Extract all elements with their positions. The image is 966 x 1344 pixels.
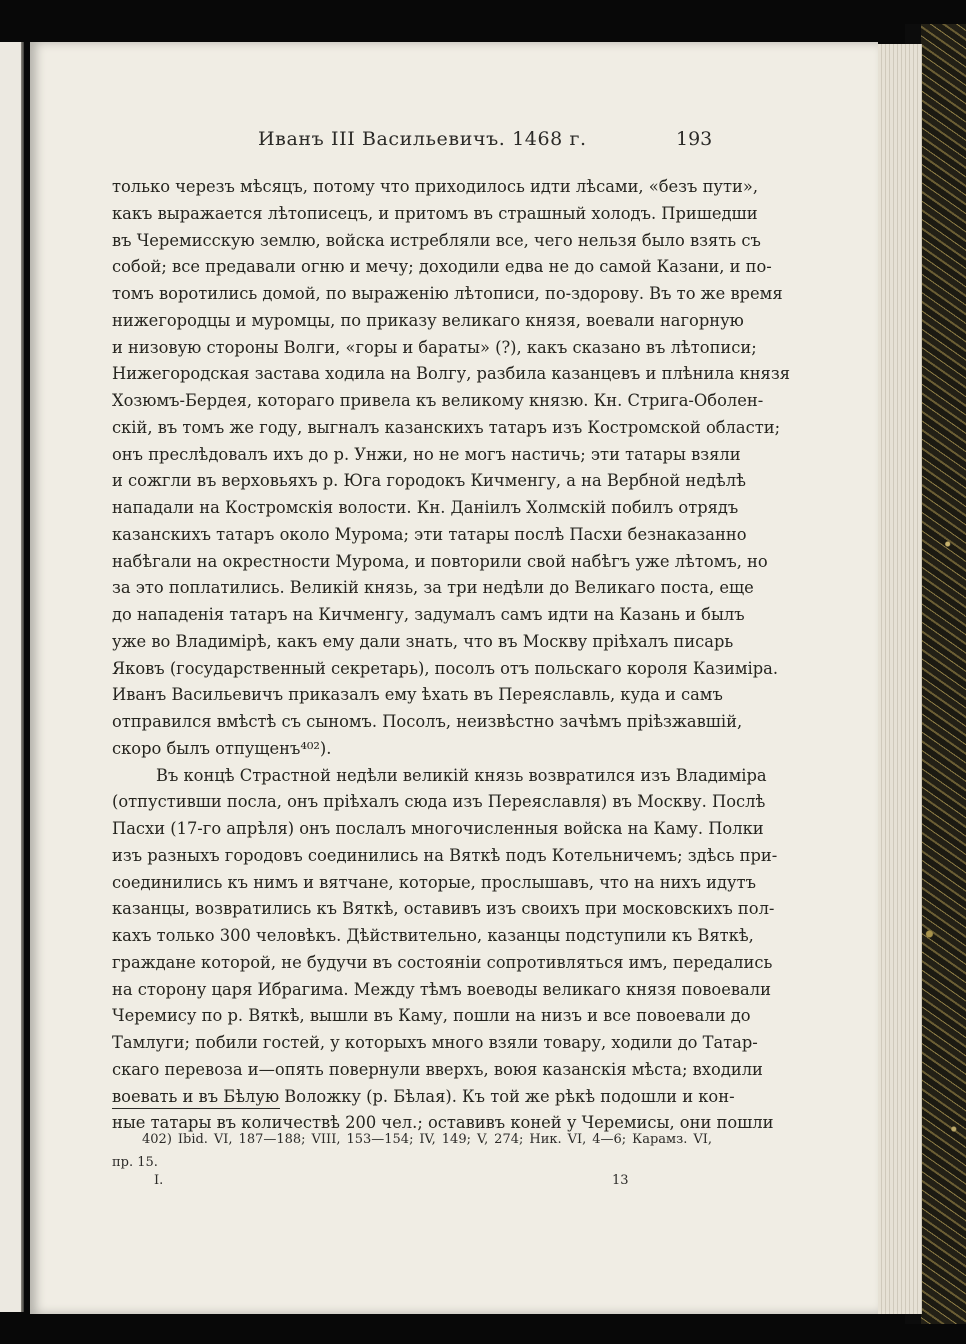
text-line: воевать и въ Бѣлую Воложку (р. Бѣлая). Къ той же рѣкѣ подошли и кон- — [112, 1086, 735, 1106]
text-line: Нижегородская застава ходила на Волгу, разбила казанцевъ и плѣнила князя — [112, 364, 790, 384]
text-line: онъ преслѣдовалъ ихъ до р. Унжи, но не могъ настичь; эти татары взяли — [112, 444, 741, 464]
text-line: кахъ только 300 человѣкъ. Дѣйствительно, казанцы подступили къ Вяткѣ, — [112, 926, 754, 945]
text-line: и низовую стороны Волги, «горы и бараты» (?), какъ сказано въ лѣтописи; — [112, 337, 757, 357]
signature-mark: I. — [154, 1173, 164, 1188]
body-text — [112, 174, 790, 1137]
text-line: скоро былъ отпущенъ⁴⁰²). — [112, 738, 332, 758]
sheet-number: 13 — [612, 1173, 629, 1188]
text-line: скаго перевоза и—опять повернули вверхъ, воюя казанскія мѣста; входили — [112, 1059, 763, 1079]
text-line: собой; все предавали огню и мечу; доходили едва не до самой Казани, и по- — [112, 257, 772, 277]
text-line: нижегородцы и муромцы, по приказу великаго князя, воевали нагорную — [112, 310, 744, 330]
facing-page-edge — [0, 42, 24, 1312]
text-line: за это поплатились. Великій князь, за три недѣли до Великаго поста, еще — [112, 578, 754, 598]
text-line: казанскихъ татаръ около Мурома; эти татары послѣ Пасхи безнаказанно — [112, 524, 747, 544]
text-line: Тамлуги; побили гостей, у которыхъ много взяли товару, ходили до Татар- — [112, 1033, 758, 1052]
footnote — [112, 1128, 712, 1174]
text-line: Иванъ Васильевичъ приказалъ ему ѣхать въ Переяславль, куда и самъ — [112, 685, 723, 705]
text-line: ные татары въ количествѣ 200 чел.; оставивъ коней у Черемисы, они пошли — [112, 1113, 774, 1133]
text-line: Въ концѣ Страстной недѣли великій князь возвратился изъ Владиміра — [156, 765, 767, 785]
text-line: какъ выражается лѣтописецъ, и притомъ въ страшный холодъ. Пришедши — [112, 203, 758, 223]
text-line: до нападенія татаръ на Кичменгу, задумалъ самъ идти на Казань и былъ — [112, 605, 745, 624]
text-line: соединились къ нимъ и вятчане, которые, прослышавъ, что на нихъ идутъ — [112, 872, 756, 892]
text-line: на сторону царя Ибрагима. Между тѣмъ воеводы великаго князя повоевали — [112, 979, 771, 999]
text-line: казанцы, возвратились къ Вяткѣ, оставивъ изъ своихъ при московскихъ пол- — [112, 899, 775, 919]
page-number: 193 — [676, 128, 713, 150]
text-line: отправился вмѣстѣ съ сыномъ. Посолъ, неизвѣстно зачѣмъ пріѣзжавшій, — [112, 712, 743, 731]
text-line: томъ воротились домой, по выраженію лѣтописи, по-здорову. Въ то же время — [112, 284, 783, 303]
text-line: и сожгли въ верховьяхъ р. Юга городокъ Кичменгу, а на Вербной недѣлѣ — [112, 471, 746, 491]
text-line: Хозюмъ-Бердея, котораго привела къ великому князю. Кн. Стрига-Оболен- — [112, 391, 764, 410]
text-line: набѣгали на окрестности Мурома, и повторили свой набѣгъ уже лѣтомъ, но — [112, 551, 768, 571]
footnote-line: пр. 15. — [112, 1155, 158, 1170]
text-line: въ Черемисскую землю, войска истребляли все, чего нельзя было взять съ — [112, 230, 761, 250]
text-line: уже во Владимірѣ, какъ ему дали знать, что въ Москву пріѣхалъ писарь — [112, 631, 734, 651]
footnote-line: 402) Ibid. VI, 187—188; VIII, 153—154; IV, 149; V, 274; Ник. VI, 4—6; Карамз. VI, — [142, 1132, 712, 1147]
text-line: Яковъ (государственный секретарь), посолъ отъ польскаго короля Казиміра. — [112, 658, 779, 678]
text-line: (отпустивши посла, онъ пріѣхалъ сюда изъ Переяславля) въ Москву. Послѣ — [112, 792, 766, 812]
text-line: скій, въ томъ же году, выгналъ казанскихъ татаръ изъ Костромской области; — [112, 417, 781, 437]
text-line: Черемису по р. Вяткѣ, вышли въ Каму, пошли на низъ и все повоевали до — [112, 1006, 751, 1026]
text-line: изъ разныхъ городовъ соединились на Вяткѣ подъ Котельничемъ; здѣсь при- — [112, 845, 778, 865]
text-line: граждане которой, не будучи въ состояніи сопротивляться имъ, передались — [112, 952, 773, 972]
footnote-rule — [112, 1108, 280, 1109]
running-title: Иванъ III Васильевичъ. 1468 г. — [258, 128, 587, 150]
text-line: Пасхи (17-го апрѣля) онъ послалъ многочисленныя войска на Каму. Полки — [112, 819, 764, 838]
text-line: нападали на Костромскія волости. Кн. Даніилъ Холмскій побилъ отрядъ — [112, 498, 739, 517]
text-line: только черезъ мѣсяцъ, потому что приходилось идти лѣсами, «безъ пути», — [112, 177, 759, 196]
